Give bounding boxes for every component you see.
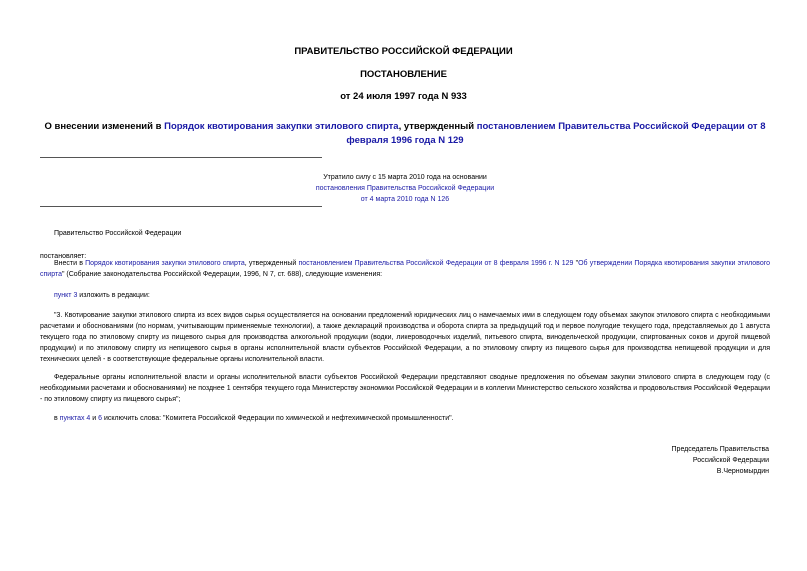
- paragraph-5: [54, 413, 770, 424]
- paragraph-4: Федеральные органы исполнительной власти и органы исполнительной власти субъектов Российской Федерации представляют сводные предложения по объемам закупки этилового спирта в следующем году (с необходимыми расчетами и обоснованиями) не позднее 1 сентября текущего года Министерству экономики Российской Федерации и в коллегии Министерство сельского хозяйства и продовольствия Российской Федерации - по этиловому спирту из пищевого сырья";: [40, 374, 770, 403]
- paragraph-3: "3. Квотирование закупки этилового спирта из всех видов сырья осуществляется на основании предложений юридических лиц о намечаемых ими в следующем году объемах закупок этилового спирта с необходимыми расчетами и обоснованиями (по нормам, учитывающим применяемые технологии), а также деклараций производства и оборота спирта за предыдущий год и первое полугодие текущего года, представляемых до 1 августа текущего года по этиловому спирту из пищевого сырья для производства алкогольной продукции (водки, ликероводочных изделий, питьевого спирта, винодельческой продукции, спиртованных соков и другой пищевой продукции) и по этиловому спирту из непищевого сырья в органы исполнительной власти субъектов Российской Федерации, а по этиловому спирту из пищевого сырья для производства непищевой продукции и для технических целей - в соответствующие федеральные органы исполнительной власти.: [40, 312, 770, 363]
- header-doc-type: ПОСТАНОВЛЕНИЕ: [360, 69, 447, 80]
- divider-bottom: [40, 206, 322, 207]
- p5-link-clause6[interactable]: 6: [98, 415, 103, 422]
- p2-text: изложить в редакции:: [77, 292, 150, 299]
- p5-text-c: исключить слова: "Комитета Российской Федерации по химической и нефтехимической промышленности".: [102, 415, 454, 422]
- status-note: [40, 172, 770, 205]
- p1-text-d: " (Собрание законодательства Российской Федерации, 1996, N 7, ст. 688), следующие изменения:: [61, 271, 383, 278]
- p5-text-a: в: [54, 415, 60, 422]
- paragraph-2: [54, 290, 754, 301]
- paragraph-1: [40, 258, 770, 280]
- status-link-decree[interactable]: постановления Правительства Российской Федерации: [315, 185, 495, 192]
- p2-link-clause3[interactable]: пункт 3: [54, 292, 78, 299]
- p1-text-a: Внести в: [54, 260, 86, 267]
- p1-text-b: , утвержденный: [244, 260, 299, 267]
- signature-name: В.Черномырдин: [716, 468, 769, 475]
- signature-title: Председатель Правительства: [671, 446, 769, 453]
- decree-word: постановляет:: [40, 253, 87, 260]
- p1-link-procedure[interactable]: Порядок квотирования закупки этилового спирта: [85, 260, 245, 267]
- p1-link-approval[interactable]: Об утверждении Порядка квотирования закупки этилового спирта: [40, 260, 771, 278]
- p5-link-clause4[interactable]: пунктах 4: [59, 415, 91, 422]
- issuer: Правительство Российской Федерации: [54, 230, 182, 237]
- title-middle: , утвержденный: [398, 121, 477, 132]
- signature-org: Российской Федерации: [692, 457, 769, 464]
- document-title: [40, 120, 770, 148]
- header-date-number: от 24 июля 1997 года N 933: [340, 91, 467, 102]
- p1-text-c: ": [573, 260, 579, 267]
- title-link-decree[interactable]: постановлением Правительства Российской Федерации от 8 февраля 1996 года N 129: [346, 121, 766, 146]
- p1-link-decree[interactable]: постановлением Правительства Российской Федерации от 8 февраля 1996 г. N 129: [298, 260, 574, 267]
- signature-block: [672, 444, 769, 477]
- title-link-procedure[interactable]: Порядок квотирования закупки этилового спирта: [164, 121, 399, 132]
- status-text: Утратило силу с 15 марта 2010 года на основании: [323, 174, 487, 181]
- status-link-date[interactable]: от 4 марта 2010 года N 126: [360, 196, 450, 203]
- header-government: ПРАВИТЕЛЬСТВО РОССИЙСКОЙ ФЕДЕРАЦИИ: [294, 46, 513, 57]
- title-prefix: О внесении изменений в: [44, 121, 165, 132]
- p5-text-b: и: [90, 415, 99, 422]
- divider-top: [40, 157, 322, 158]
